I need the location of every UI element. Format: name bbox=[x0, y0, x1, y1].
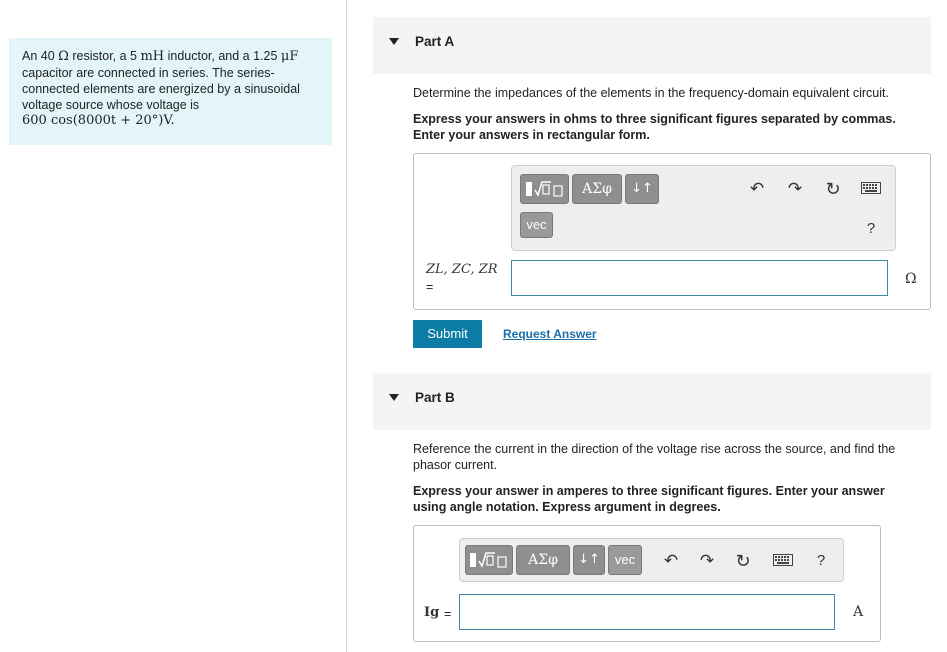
part-a-answer-label bbox=[426, 262, 498, 277]
ohm-unit-label: Ω bbox=[905, 271, 917, 287]
part-b-title: Part B bbox=[415, 390, 455, 405]
part-b-equals: = bbox=[444, 607, 452, 621]
problem-line-2: capacitor are connected in series. The series- bbox=[22, 66, 275, 80]
part-b-instruction-line-2: phasor current. bbox=[413, 458, 498, 472]
part-a-header[interactable] bbox=[373, 17, 931, 74]
current-label: Ig bbox=[424, 605, 440, 620]
request-answer-link[interactable]: Request Answer bbox=[503, 327, 597, 341]
vec-button[interactable]: vec bbox=[520, 212, 553, 238]
problem-text: An 40 bbox=[22, 49, 59, 63]
part-a-equals: = bbox=[426, 280, 434, 294]
column-divider bbox=[346, 0, 347, 652]
sort-arrows-icon[interactable]: ↓↑ bbox=[625, 174, 659, 204]
help-icon[interactable]: ? bbox=[816, 552, 826, 569]
sort-arrows-icon[interactable]: ↓↑ bbox=[573, 545, 605, 575]
part-b-answer-label bbox=[424, 605, 439, 620]
part-a-instruction: Determine the impedances of the elements in the frequency-domain equivalent circuit. bbox=[413, 86, 889, 100]
problem-line-1 bbox=[22, 48, 319, 65]
part-a-express-line-1: Express your answers in ohms to three significant figures separated by commas. bbox=[413, 112, 896, 126]
problem-text: inductor, and a 1.25 bbox=[164, 49, 281, 63]
part-a-express-line-2: Enter your answers in rectangular form. bbox=[413, 128, 650, 142]
vec-button[interactable]: vec bbox=[608, 545, 642, 575]
collapse-triangle-icon[interactable] bbox=[389, 394, 399, 401]
part-b-header[interactable] bbox=[373, 373, 931, 430]
voltage-expression: 600 cos(8000t + 20°)V. bbox=[22, 113, 175, 128]
undo-icon[interactable]: ↶ bbox=[663, 551, 679, 570]
reset-icon[interactable]: ↻ bbox=[825, 179, 841, 199]
templates-icon[interactable] bbox=[520, 174, 569, 204]
collapse-triangle-icon[interactable] bbox=[389, 38, 399, 45]
redo-icon[interactable]: ↷ bbox=[699, 551, 715, 570]
keyboard-icon[interactable] bbox=[772, 550, 794, 572]
part-b-answer-box bbox=[413, 525, 881, 642]
part-b-express-line-1: Express your answer in amperes to three significant figures. Enter your answer bbox=[413, 484, 885, 498]
microfarad-unit: μF bbox=[280, 49, 299, 64]
greek-letters-icon[interactable]: ΑΣφ bbox=[572, 174, 622, 204]
help-icon[interactable]: ? bbox=[866, 220, 876, 237]
templates-icon[interactable] bbox=[465, 545, 513, 575]
part-a-title: Part A bbox=[415, 34, 455, 49]
problem-line-4: voltage source whose voltage is bbox=[22, 98, 200, 112]
millihenry-unit: mH bbox=[140, 49, 165, 64]
greek-letters-icon[interactable]: ΑΣφ bbox=[516, 545, 570, 575]
ampere-unit-label: A bbox=[853, 604, 864, 620]
part-b-instruction-line-1: Reference the current in the direction of the voltage rise across the source, and find the bbox=[413, 442, 896, 456]
problem-text: resistor, a 5 bbox=[68, 49, 141, 63]
reset-icon[interactable]: ↻ bbox=[735, 551, 751, 571]
impedance-labels: ZL, ZC, ZR bbox=[426, 262, 498, 277]
part-b-express-line-2: using angle notation. Express argument in degrees. bbox=[413, 500, 721, 514]
keyboard-icon[interactable] bbox=[860, 178, 882, 200]
undo-icon[interactable]: ↶ bbox=[749, 179, 765, 198]
redo-icon[interactable]: ↷ bbox=[787, 179, 803, 198]
ohm-symbol: Ω bbox=[58, 49, 69, 64]
part-b-answer-input[interactable] bbox=[459, 594, 835, 630]
problem-statement bbox=[9, 38, 332, 145]
part-b-math-toolbar bbox=[459, 538, 844, 582]
part-a-math-toolbar bbox=[511, 165, 896, 251]
part-a-answer-box bbox=[413, 153, 931, 310]
submit-button[interactable]: Submit bbox=[413, 320, 482, 348]
problem-line-3: connected elements are energized by a sinusoidal bbox=[22, 82, 300, 96]
part-a-answer-input[interactable] bbox=[511, 260, 888, 296]
